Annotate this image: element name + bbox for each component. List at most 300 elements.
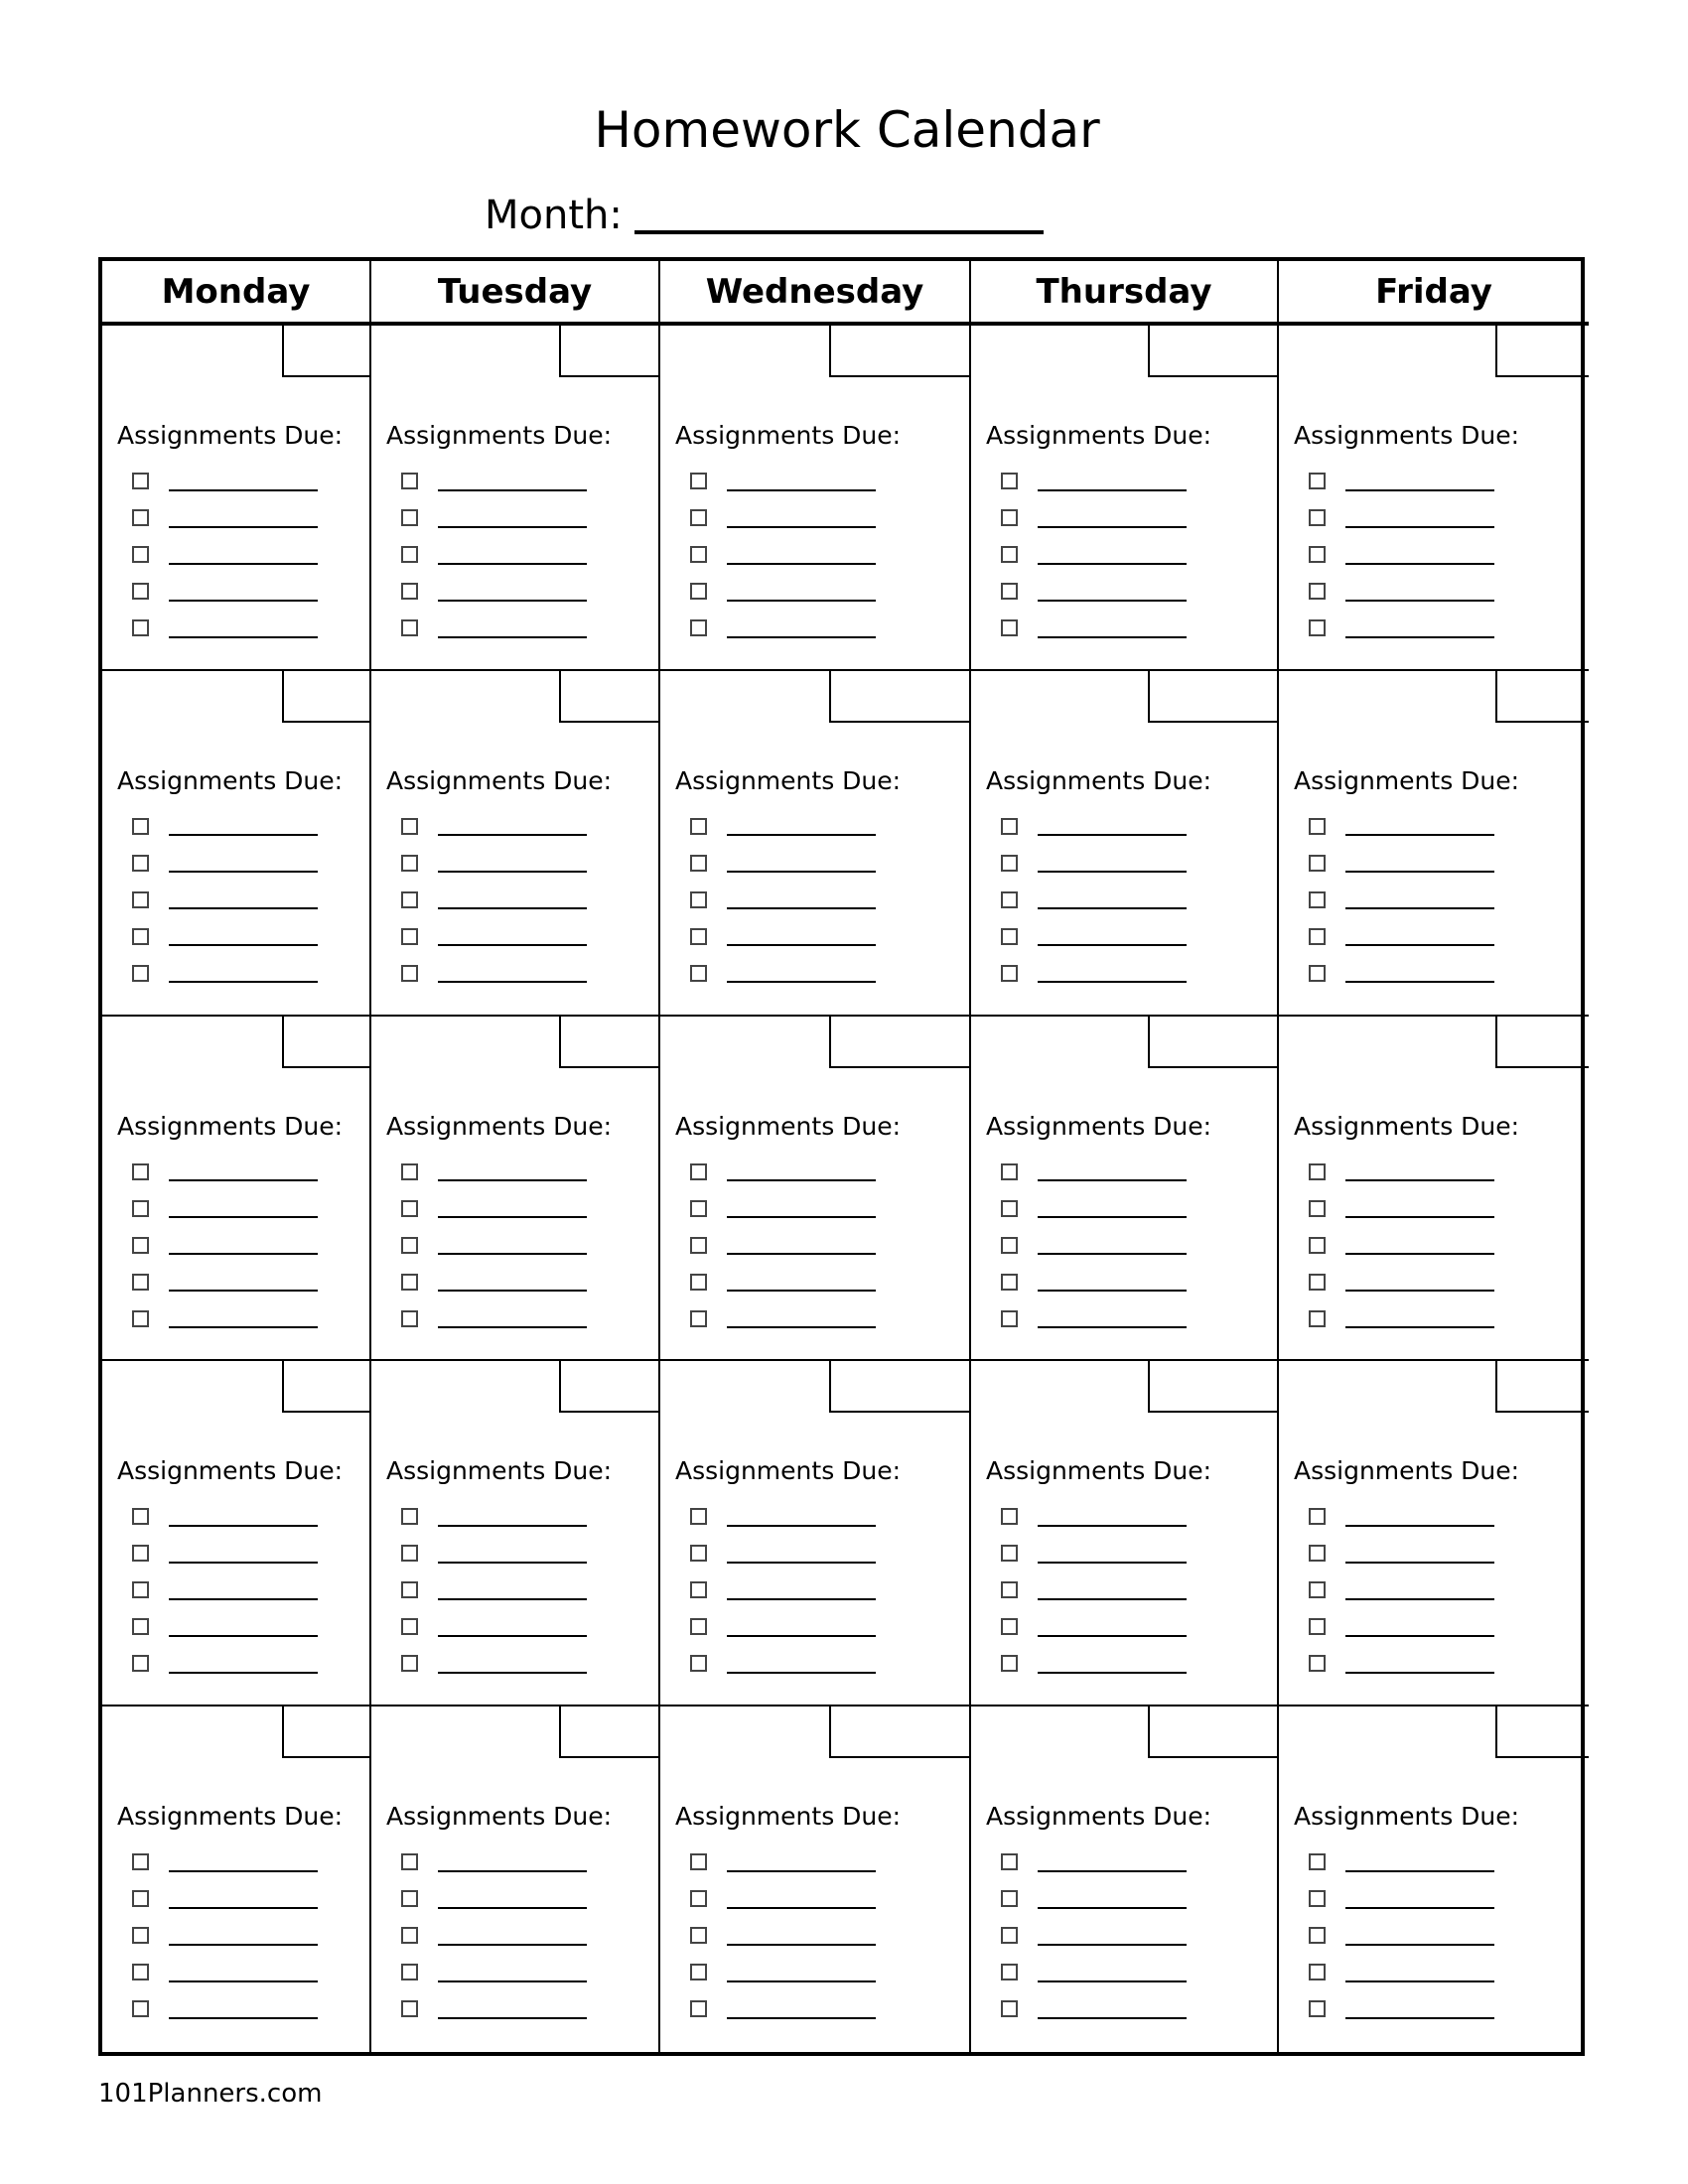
assignment-checkbox[interactable] [401, 1237, 418, 1254]
assignment-blank-line[interactable] [169, 1963, 318, 1982]
assignment-checkbox[interactable] [132, 855, 149, 872]
date-box[interactable] [1495, 1361, 1589, 1413]
assignment-blank-line[interactable] [727, 508, 876, 528]
assignment-blank-line[interactable] [169, 545, 318, 565]
assignment-blank-line[interactable] [1038, 853, 1187, 873]
assignment-blank-line[interactable] [727, 926, 876, 946]
assignment-blank-line[interactable] [1038, 1507, 1187, 1527]
assignment-checkbox[interactable] [132, 1581, 149, 1598]
assignment-blank-line[interactable] [727, 1852, 876, 1872]
date-box[interactable] [282, 326, 369, 377]
assignment-item [690, 1645, 876, 1682]
assignment-item [132, 1917, 318, 1954]
assignment-blank-line[interactable] [169, 1161, 318, 1181]
assignment-blank-line[interactable] [1345, 963, 1494, 983]
assignment-blank-line[interactable] [438, 1580, 587, 1600]
assignment-blank-line[interactable] [1038, 1544, 1187, 1564]
assignment-blank-line[interactable] [169, 1544, 318, 1564]
assignment-checkbox[interactable] [132, 1163, 149, 1180]
day-cell [660, 671, 971, 1017]
assignment-blank-line[interactable] [1345, 1617, 1494, 1637]
assignment-blank-line[interactable] [1038, 1308, 1187, 1328]
assignment-checkbox[interactable] [690, 2000, 707, 2017]
assignment-checkbox[interactable] [401, 1163, 418, 1180]
assignment-checkbox[interactable] [1001, 1545, 1018, 1562]
date-box[interactable] [559, 1706, 658, 1758]
assignment-blank-line[interactable] [727, 1580, 876, 1600]
assignment-checkbox[interactable] [1309, 1310, 1326, 1327]
assignment-checkbox[interactable] [1309, 1655, 1326, 1672]
assignment-blank-line[interactable] [1038, 472, 1187, 491]
date-box[interactable] [282, 1361, 369, 1413]
assignment-checkbox[interactable] [1001, 1964, 1018, 1980]
assignment-blank-line[interactable] [438, 545, 587, 565]
assignment-item [1001, 1880, 1187, 1917]
assignment-blank-line[interactable] [169, 1507, 318, 1527]
assignment-item [132, 1608, 318, 1645]
assignment-blank-line[interactable] [1038, 963, 1187, 983]
assignment-checkbox[interactable] [690, 1655, 707, 1672]
assignment-blank-line[interactable] [1345, 1308, 1494, 1328]
date-box[interactable] [282, 671, 369, 723]
assignment-checkbox[interactable] [132, 619, 149, 636]
assignment-blank-line[interactable] [438, 1272, 587, 1292]
assignment-checkbox[interactable] [690, 1163, 707, 1180]
assignment-checkbox[interactable] [690, 1581, 707, 1598]
assignment-blank-line[interactable] [1038, 1999, 1187, 2019]
assignment-blank-line[interactable] [438, 472, 587, 491]
assignment-item [1001, 1990, 1187, 2027]
assignment-checkbox[interactable] [1001, 1200, 1018, 1217]
assignment-blank-line[interactable] [438, 1308, 587, 1328]
assignment-blank-line[interactable] [438, 963, 587, 983]
assignment-checkbox[interactable] [1001, 546, 1018, 563]
assignment-checkbox[interactable] [1001, 1927, 1018, 1944]
assignment-blank-line[interactable] [438, 1889, 587, 1909]
assignment-checkbox[interactable] [401, 619, 418, 636]
assignment-blank-line[interactable] [1345, 926, 1494, 946]
assignment-checkbox[interactable] [401, 583, 418, 600]
assignment-blank-line[interactable] [727, 1544, 876, 1564]
month-blank-line[interactable] [634, 189, 1044, 234]
assignment-checkbox[interactable] [401, 1581, 418, 1598]
assignment-checkbox[interactable] [690, 583, 707, 600]
assignment-checkbox[interactable] [1309, 1274, 1326, 1291]
assignment-blank-line[interactable] [1038, 1963, 1187, 1982]
assignment-blank-line[interactable] [727, 545, 876, 565]
assignment-checkbox[interactable] [132, 1237, 149, 1254]
assignment-blank-line[interactable] [438, 1235, 587, 1255]
assignment-checkbox[interactable] [1001, 1655, 1018, 1672]
assignment-checkbox[interactable] [1001, 928, 1018, 945]
assignments-due-label: Assignments Due: [675, 765, 902, 795]
assignment-checkbox[interactable] [1001, 1618, 1018, 1635]
assignment-blank-line[interactable] [438, 889, 587, 909]
date-box[interactable] [1148, 326, 1277, 377]
assignment-checkbox[interactable] [132, 1310, 149, 1327]
assignment-blank-line[interactable] [1038, 1852, 1187, 1872]
assignment-checkbox[interactable] [401, 1618, 418, 1635]
assignment-item [401, 1498, 587, 1535]
date-box[interactable] [1148, 1706, 1277, 1758]
assignment-checkbox[interactable] [1001, 1581, 1018, 1598]
assignment-blank-line[interactable] [169, 1580, 318, 1600]
assignment-blank-line[interactable] [727, 853, 876, 873]
day-cell [1279, 1706, 1589, 2052]
assignment-list [1001, 1843, 1187, 2027]
assignment-checkbox[interactable] [132, 1200, 149, 1217]
date-box[interactable] [829, 1017, 969, 1068]
assignment-checkbox[interactable] [132, 891, 149, 908]
assignment-blank-line[interactable] [1038, 1272, 1187, 1292]
assignment-blank-line[interactable] [1345, 1544, 1494, 1564]
assignment-blank-line[interactable] [1038, 618, 1187, 638]
assignment-checkbox[interactable] [690, 891, 707, 908]
assignment-blank-line[interactable] [727, 1999, 876, 2019]
assignment-checkbox[interactable] [1309, 855, 1326, 872]
assignment-checkbox[interactable] [1001, 583, 1018, 600]
assignment-blank-line[interactable] [1038, 926, 1187, 946]
assignment-list [401, 463, 587, 646]
assignment-checkbox[interactable] [1001, 1310, 1018, 1327]
assignment-checkbox[interactable] [132, 965, 149, 982]
assignment-checkbox[interactable] [1309, 928, 1326, 945]
date-box[interactable] [829, 671, 969, 723]
assignment-checkbox[interactable] [690, 1200, 707, 1217]
assignment-checkbox[interactable] [132, 1890, 149, 1907]
assignment-checkbox[interactable] [132, 1508, 149, 1525]
assignment-blank-line[interactable] [438, 1507, 587, 1527]
assignment-blank-line[interactable] [169, 1654, 318, 1674]
assignment-checkbox[interactable] [1309, 583, 1326, 600]
assignment-checkbox[interactable] [690, 1964, 707, 1980]
date-box[interactable] [1148, 1017, 1277, 1068]
assignment-blank-line[interactable] [169, 926, 318, 946]
assignment-checkbox[interactable] [1309, 619, 1326, 636]
assignment-item [132, 573, 318, 610]
assignment-checkbox[interactable] [132, 1545, 149, 1562]
assignment-blank-line[interactable] [169, 816, 318, 836]
assignment-checkbox[interactable] [401, 965, 418, 982]
assignment-blank-line[interactable] [1038, 1198, 1187, 1218]
assignment-blank-line[interactable] [727, 1198, 876, 1218]
assignment-blank-line[interactable] [727, 1235, 876, 1255]
assignment-blank-line[interactable] [727, 472, 876, 491]
assignment-blank-line[interactable] [727, 1272, 876, 1292]
assignments-due-label: Assignments Due: [1294, 1111, 1520, 1141]
assignment-checkbox[interactable] [401, 509, 418, 526]
assignment-blank-line[interactable] [169, 889, 318, 909]
assignment-blank-line[interactable] [1345, 1963, 1494, 1982]
assignment-blank-line[interactable] [1345, 545, 1494, 565]
assignment-blank-line[interactable] [1345, 1161, 1494, 1181]
assignment-blank-line[interactable] [438, 1852, 587, 1872]
assignment-blank-line[interactable] [1038, 582, 1187, 602]
assignment-blank-line[interactable] [169, 1926, 318, 1946]
assignment-checkbox[interactable] [401, 855, 418, 872]
assignment-checkbox[interactable] [1001, 509, 1018, 526]
assignment-checkbox[interactable] [132, 473, 149, 489]
assignment-blank-line[interactable] [169, 508, 318, 528]
assignment-checkbox[interactable] [690, 1508, 707, 1525]
date-box[interactable] [1495, 1706, 1589, 1758]
assignment-checkbox[interactable] [401, 1200, 418, 1217]
assignment-blank-line[interactable] [1345, 1507, 1494, 1527]
date-box[interactable] [1148, 1361, 1277, 1413]
assignment-blank-line[interactable] [169, 1272, 318, 1292]
assignment-blank-line[interactable] [438, 1161, 587, 1181]
assignment-checkbox[interactable] [690, 1927, 707, 1944]
assignment-blank-line[interactable] [1038, 1654, 1187, 1674]
assignment-blank-line[interactable] [1038, 1580, 1187, 1600]
assignment-blank-line[interactable] [727, 618, 876, 638]
assignment-checkbox[interactable] [132, 2000, 149, 2017]
assignment-list [1309, 1154, 1494, 1337]
assignment-blank-line[interactable] [438, 853, 587, 873]
assignment-blank-line[interactable] [1038, 816, 1187, 836]
assignment-checkbox[interactable] [690, 1618, 707, 1635]
assignment-checkbox[interactable] [401, 928, 418, 945]
assignment-blank-line[interactable] [169, 963, 318, 983]
assignment-blank-line[interactable] [169, 853, 318, 873]
assignment-blank-line[interactable] [1345, 582, 1494, 602]
assignment-checkbox[interactable] [1001, 855, 1018, 872]
date-box[interactable] [829, 326, 969, 377]
assignment-checkbox[interactable] [401, 1655, 418, 1672]
assignment-item [1309, 1608, 1494, 1645]
assignment-checkbox[interactable] [1309, 891, 1326, 908]
assignment-blank-line[interactable] [169, 582, 318, 602]
assignment-checkbox[interactable] [401, 1890, 418, 1907]
assignment-blank-line[interactable] [1038, 1889, 1187, 1909]
date-box[interactable] [829, 1361, 969, 1413]
assignment-blank-line[interactable] [1345, 1889, 1494, 1909]
assignment-blank-line[interactable] [1345, 1235, 1494, 1255]
assignment-blank-line[interactable] [727, 816, 876, 836]
assignment-checkbox[interactable] [132, 928, 149, 945]
assignment-checkbox[interactable] [690, 1545, 707, 1562]
assignment-blank-line[interactable] [438, 1963, 587, 1982]
assignment-blank-line[interactable] [1038, 1926, 1187, 1946]
assignment-blank-line[interactable] [1345, 889, 1494, 909]
assignment-checkbox[interactable] [1001, 891, 1018, 908]
assignment-blank-line[interactable] [438, 618, 587, 638]
assignment-checkbox[interactable] [1309, 1927, 1326, 1944]
date-box[interactable] [1148, 671, 1277, 723]
assignment-checkbox[interactable] [1001, 2000, 1018, 2017]
assignment-blank-line[interactable] [438, 1654, 587, 1674]
assignment-checkbox[interactable] [1309, 1508, 1326, 1525]
assignment-checkbox[interactable] [1309, 1581, 1326, 1598]
assignment-checkbox[interactable] [690, 965, 707, 982]
assignment-checkbox[interactable] [1309, 2000, 1326, 2017]
assignment-checkbox[interactable] [1001, 1853, 1018, 1870]
assignment-checkbox[interactable] [1001, 1237, 1018, 1254]
date-box[interactable] [1495, 1017, 1589, 1068]
assignment-checkbox[interactable] [1001, 818, 1018, 835]
assignment-blank-line[interactable] [1345, 618, 1494, 638]
assignment-checkbox[interactable] [690, 473, 707, 489]
assignment-blank-line[interactable] [169, 1889, 318, 1909]
date-box[interactable] [559, 1361, 658, 1413]
assignment-blank-line[interactable] [1038, 889, 1187, 909]
assignment-blank-line[interactable] [169, 1235, 318, 1255]
date-box[interactable] [559, 671, 658, 723]
assignment-checkbox[interactable] [132, 1274, 149, 1291]
assignment-blank-line[interactable] [1345, 1926, 1494, 1946]
assignment-blank-line[interactable] [1345, 1272, 1494, 1292]
assignment-checkbox[interactable] [1001, 619, 1018, 636]
assignment-blank-line[interactable] [1038, 1617, 1187, 1637]
assignment-checkbox[interactable] [1309, 1237, 1326, 1254]
assignment-checkbox[interactable] [1309, 1200, 1326, 1217]
assignment-blank-line[interactable] [727, 582, 876, 602]
assignment-checkbox[interactable] [1309, 509, 1326, 526]
assignment-checkbox[interactable] [1309, 1163, 1326, 1180]
assignment-checkbox[interactable] [401, 891, 418, 908]
assignment-item [1309, 882, 1494, 918]
assignment-checkbox[interactable] [132, 818, 149, 835]
assignment-checkbox[interactable] [1309, 1618, 1326, 1635]
assignment-checkbox[interactable] [1001, 473, 1018, 489]
assignment-checkbox[interactable] [1309, 1853, 1326, 1870]
assignment-checkbox[interactable] [1001, 965, 1018, 982]
assignment-blank-line[interactable] [727, 889, 876, 909]
assignment-blank-line[interactable] [1345, 1198, 1494, 1218]
assignment-blank-line[interactable] [727, 1617, 876, 1637]
date-box[interactable] [829, 1706, 969, 1758]
assignment-blank-line[interactable] [169, 1617, 318, 1637]
date-box[interactable] [559, 1017, 658, 1068]
assignment-checkbox[interactable] [132, 583, 149, 600]
day-cell [660, 1361, 971, 1706]
assignment-checkbox[interactable] [132, 1964, 149, 1980]
assignment-blank-line[interactable] [169, 1308, 318, 1328]
assignment-checkbox[interactable] [132, 1618, 149, 1635]
assignment-blank-line[interactable] [727, 1507, 876, 1527]
assignment-item [1309, 1227, 1494, 1264]
assignment-blank-line[interactable] [438, 508, 587, 528]
assignment-checkbox[interactable] [401, 1508, 418, 1525]
assignment-checkbox[interactable] [690, 1274, 707, 1291]
assignment-blank-line[interactable] [169, 1198, 318, 1218]
assignment-checkbox[interactable] [401, 2000, 418, 2017]
assignment-checkbox[interactable] [1309, 818, 1326, 835]
date-box[interactable] [282, 1706, 369, 1758]
assignment-checkbox[interactable] [690, 546, 707, 563]
assignment-checkbox[interactable] [132, 1655, 149, 1672]
assignment-checkbox[interactable] [690, 928, 707, 945]
assignment-checkbox[interactable] [690, 619, 707, 636]
assignment-blank-line[interactable] [727, 963, 876, 983]
assignment-blank-line[interactable] [438, 1999, 587, 2019]
assignment-checkbox[interactable] [1309, 1545, 1326, 1562]
assignment-blank-line[interactable] [727, 1161, 876, 1181]
assignment-checkbox[interactable] [401, 546, 418, 563]
assignment-checkbox[interactable] [401, 818, 418, 835]
assignment-blank-line[interactable] [1345, 508, 1494, 528]
assignment-blank-line[interactable] [1038, 1235, 1187, 1255]
assignment-item [1001, 1264, 1187, 1300]
assignment-blank-line[interactable] [1345, 472, 1494, 491]
assignment-checkbox[interactable] [1001, 1274, 1018, 1291]
assignment-checkbox[interactable] [401, 1853, 418, 1870]
assignment-checkbox[interactable] [1309, 1964, 1326, 1980]
assignment-checkbox[interactable] [690, 1310, 707, 1327]
assignment-checkbox[interactable] [1309, 473, 1326, 489]
assignment-blank-line[interactable] [727, 1889, 876, 1909]
assignment-checkbox[interactable] [401, 1274, 418, 1291]
assignment-checkbox[interactable] [690, 1890, 707, 1907]
assignment-blank-line[interactable] [1038, 1161, 1187, 1181]
date-box[interactable] [559, 326, 658, 377]
assignment-checkbox[interactable] [1001, 1508, 1018, 1525]
assignment-list [1309, 1843, 1494, 2027]
assignment-checkbox[interactable] [132, 1853, 149, 1870]
assignment-checkbox[interactable] [132, 509, 149, 526]
date-box[interactable] [1495, 671, 1589, 723]
assignment-blank-line[interactable] [438, 816, 587, 836]
assignment-checkbox[interactable] [1001, 1163, 1018, 1180]
date-box[interactable] [1495, 326, 1589, 377]
assignment-blank-line[interactable] [727, 1926, 876, 1946]
assignment-checkbox[interactable] [132, 1927, 149, 1944]
assignment-checkbox[interactable] [401, 473, 418, 489]
assignment-blank-line[interactable] [1345, 853, 1494, 873]
assignment-checkbox[interactable] [401, 1964, 418, 1980]
assignment-checkbox[interactable] [401, 1545, 418, 1562]
assignment-blank-line[interactable] [727, 1963, 876, 1982]
assignment-checkbox[interactable] [1001, 1890, 1018, 1907]
assignment-checkbox[interactable] [690, 855, 707, 872]
assignment-blank-line[interactable] [1038, 508, 1187, 528]
assignment-blank-line[interactable] [169, 618, 318, 638]
assignment-blank-line[interactable] [438, 582, 587, 602]
assignment-blank-line[interactable] [1345, 1580, 1494, 1600]
assignment-blank-line[interactable] [169, 1999, 318, 2019]
assignment-checkbox[interactable] [401, 1927, 418, 1944]
assignment-checkbox[interactable] [1309, 546, 1326, 563]
assignment-checkbox[interactable] [132, 546, 149, 563]
assignment-checkbox[interactable] [690, 818, 707, 835]
assignment-blank-line[interactable] [438, 1926, 587, 1946]
assignment-blank-line[interactable] [438, 1617, 587, 1637]
assignment-blank-line[interactable] [1038, 545, 1187, 565]
assignment-blank-line[interactable] [169, 1852, 318, 1872]
assignment-checkbox[interactable] [690, 509, 707, 526]
assignment-blank-line[interactable] [1345, 816, 1494, 836]
assignment-blank-line[interactable] [727, 1654, 876, 1674]
assignment-blank-line[interactable] [1345, 1999, 1494, 2019]
assignment-blank-line[interactable] [438, 926, 587, 946]
assignment-item [132, 882, 318, 918]
assignment-checkbox[interactable] [1309, 1890, 1326, 1907]
assignment-blank-line[interactable] [438, 1544, 587, 1564]
assignment-item [1309, 499, 1494, 536]
assignment-checkbox[interactable] [401, 1310, 418, 1327]
assignment-checkbox[interactable] [690, 1237, 707, 1254]
assignment-blank-line[interactable] [438, 1198, 587, 1218]
assignment-blank-line[interactable] [727, 1308, 876, 1328]
assignment-checkbox[interactable] [1309, 965, 1326, 982]
assignment-blank-line[interactable] [1345, 1852, 1494, 1872]
assignments-due-label: Assignments Due: [386, 421, 613, 450]
assignment-blank-line[interactable] [169, 472, 318, 491]
assignment-blank-line[interactable] [1345, 1654, 1494, 1674]
assignment-item [690, 1954, 876, 1990]
date-box[interactable] [282, 1017, 369, 1068]
assignment-checkbox[interactable] [690, 1853, 707, 1870]
